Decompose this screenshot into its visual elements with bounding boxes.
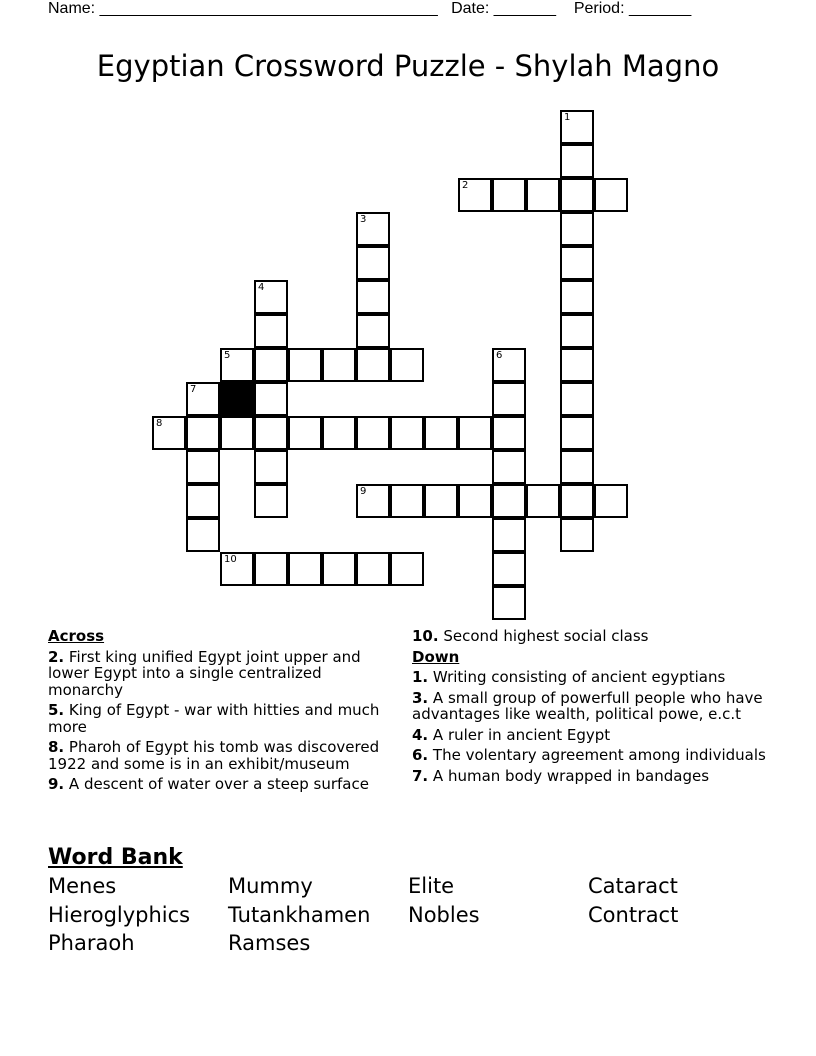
- crossword-cell[interactable]: [254, 280, 288, 314]
- crossword-cell[interactable]: [220, 552, 254, 586]
- word-bank-item: Pharaoh: [48, 931, 135, 955]
- crossword-cell[interactable]: [560, 484, 594, 518]
- clue-number: 5: [224, 350, 231, 361]
- word-bank-title: Word Bank: [48, 845, 183, 870]
- period-field: Period: _______: [573, 0, 692, 17]
- down-clue-7: 7. A human body wrapped in bandages: [412, 766, 710, 785]
- crossword-cell[interactable]: [186, 450, 220, 484]
- clue-number: 2: [462, 180, 469, 191]
- crossword-cell[interactable]: [356, 280, 390, 314]
- crossword-cell[interactable]: [390, 416, 424, 450]
- crossword-cell[interactable]: [560, 178, 594, 212]
- crossword-cell[interactable]: [390, 484, 424, 518]
- crossword-cell[interactable]: [186, 382, 220, 416]
- clue-number: 1: [564, 112, 571, 123]
- crossword-cell[interactable]: [356, 552, 390, 586]
- crossword-cell[interactable]: [356, 416, 390, 450]
- crossword-cell[interactable]: [594, 178, 628, 212]
- clues-right-column: [412, 628, 772, 788]
- crossword-cell[interactable]: [526, 178, 560, 212]
- crossword-cell[interactable]: [152, 416, 186, 450]
- crossword-cell[interactable]: [220, 348, 254, 382]
- crossword-cell[interactable]: [288, 348, 322, 382]
- across-clue-2: 2. First king unified Egypt joint upper and lower Egypt into a single centralized monarchy: [48, 647, 361, 699]
- clue-number: 8: [156, 418, 163, 429]
- crossword-cell[interactable]: [526, 484, 560, 518]
- word-bank-item: Mummy: [228, 874, 313, 898]
- crossword-cell[interactable]: [424, 416, 458, 450]
- crossword-cell[interactable]: [458, 416, 492, 450]
- across-clue-5: 5. King of Egypt - war with hitties and much more: [48, 701, 380, 736]
- crossword-cell[interactable]: [560, 416, 594, 450]
- crossword-cell[interactable]: [356, 348, 390, 382]
- crossword-cell[interactable]: [254, 382, 288, 416]
- crossword-cell[interactable]: [356, 314, 390, 348]
- word-bank-item: Menes: [48, 874, 117, 898]
- crossword-cell[interactable]: [356, 484, 390, 518]
- clue-number: 7: [190, 384, 197, 395]
- crossword-cell[interactable]: [322, 416, 356, 450]
- crossword-cell[interactable]: [254, 450, 288, 484]
- crossword-cell[interactable]: [254, 416, 288, 450]
- word-bank-item: Contract: [588, 902, 679, 927]
- down-clue-3: 3. A small group of powerfull people who have advantages like wealth, political powe, e.c.t: [412, 688, 763, 723]
- across-clue-10: 10. Second highest social class: [412, 627, 649, 645]
- clue-number: 9: [360, 486, 367, 497]
- crossword-cell[interactable]: [594, 484, 628, 518]
- date-field: Date: _______: [451, 0, 557, 17]
- word-bank-item: Ramses: [228, 931, 311, 955]
- crossword-cell[interactable]: [560, 382, 594, 416]
- down-clue-4: 4. A ruler in ancient Egypt: [412, 725, 611, 744]
- crossword-cell[interactable]: [560, 280, 594, 314]
- crossword-black-cell: [220, 382, 254, 416]
- crossword-cell[interactable]: [254, 552, 288, 586]
- crossword-cell[interactable]: [492, 382, 526, 416]
- crossword-cell[interactable]: [356, 246, 390, 280]
- crossword-cell[interactable]: [560, 246, 594, 280]
- clue-number: 10: [224, 554, 237, 565]
- crossword-cell[interactable]: [492, 552, 526, 586]
- page-title: Egyptian Crossword Puzzle - Shylah Magno: [96, 49, 720, 83]
- crossword-cell[interactable]: [492, 178, 526, 212]
- word-bank-item: Hieroglyphics: [48, 902, 191, 927]
- down-clue-1: 1. Writing consisting of ancient egyptians: [412, 668, 726, 686]
- across-clue-9: 9. A descent of water over a steep surface: [48, 775, 369, 793]
- crossword-cell[interactable]: [560, 450, 594, 484]
- word-bank-item: Tutankhamen: [228, 902, 371, 927]
- down-clue-6: 6. The volentary agreement among individuals: [412, 746, 766, 764]
- crossword-cell[interactable]: [560, 144, 594, 178]
- crossword-cell[interactable]: [220, 416, 254, 450]
- crossword-cell[interactable]: [492, 348, 526, 382]
- crossword-cell[interactable]: [560, 212, 594, 246]
- crossword-cell[interactable]: [254, 314, 288, 348]
- crossword-cell[interactable]: [492, 586, 526, 620]
- crossword-cell[interactable]: [560, 110, 594, 144]
- crossword-cell[interactable]: [356, 212, 390, 246]
- crossword-cell[interactable]: [492, 416, 526, 450]
- crossword-cell[interactable]: [492, 518, 526, 552]
- crossword-cell[interactable]: [322, 348, 356, 382]
- crossword-cell[interactable]: [186, 518, 220, 552]
- crossword-cell[interactable]: [288, 416, 322, 450]
- crossword-cell[interactable]: [458, 484, 492, 518]
- crossword-cell[interactable]: [424, 484, 458, 518]
- word-bank-item: Nobles: [408, 902, 480, 927]
- crossword-cell[interactable]: [390, 348, 424, 382]
- crossword-cell[interactable]: [492, 450, 526, 484]
- down-heading: Down: [412, 647, 460, 666]
- word-bank: [48, 872, 768, 958]
- crossword-cell[interactable]: [390, 552, 424, 586]
- clue-number: 3: [360, 214, 367, 225]
- clues-left-column: [48, 628, 398, 797]
- crossword-cell[interactable]: [254, 484, 288, 518]
- crossword-cell[interactable]: [186, 484, 220, 518]
- crossword-cell[interactable]: [186, 416, 220, 450]
- crossword-cell[interactable]: [560, 314, 594, 348]
- crossword-cell[interactable]: [560, 518, 594, 552]
- name-field: Name: ______________________________________: [48, 0, 438, 17]
- word-bank-item: Elite: [408, 874, 455, 898]
- crossword-cell[interactable]: [322, 552, 356, 586]
- crossword-cell[interactable]: [458, 178, 492, 212]
- crossword-cell[interactable]: [254, 348, 288, 382]
- across-heading: Across: [48, 627, 105, 645]
- crossword-cell[interactable]: [288, 552, 322, 586]
- across-clue-8: 8. Pharoh of Egypt his tomb was discovered 1922 and some is in an exhibit/museum: [48, 738, 380, 773]
- clue-number: 6: [496, 350, 503, 361]
- word-bank-item: Cataract: [588, 874, 678, 898]
- crossword-cell[interactable]: [560, 348, 594, 382]
- crossword-cell[interactable]: [492, 484, 526, 518]
- clue-number: 4: [258, 282, 265, 293]
